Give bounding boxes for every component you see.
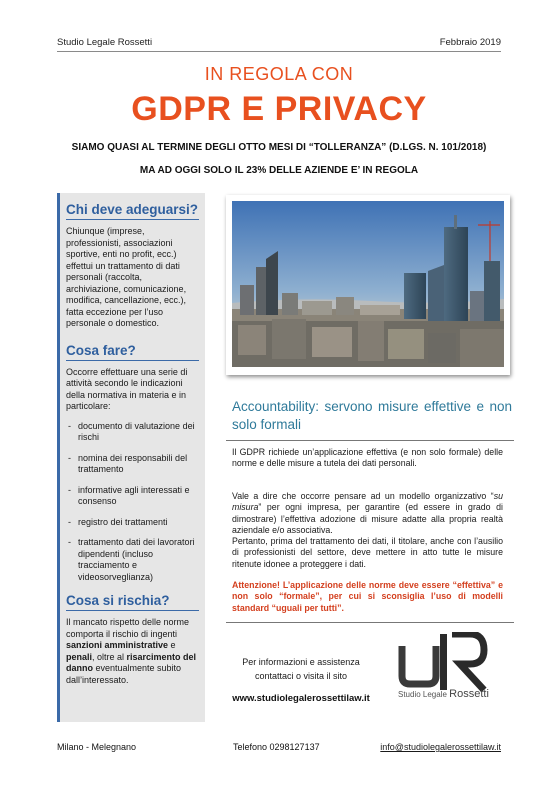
footer-email-link[interactable]: info@studiolegalerossettilaw.it	[380, 742, 501, 752]
content-divider	[226, 440, 514, 441]
footer-phone: Telefono 0298127137	[233, 742, 320, 752]
accountability-heading: Accountability: servono misure effettive e non solo formali	[232, 399, 512, 432]
content-divider	[226, 622, 514, 623]
sidebar-divider	[66, 610, 199, 611]
title-line-2: GDPR E PRIVACY	[131, 90, 427, 128]
list-item: - nomina dei responsabili del trattamento	[66, 453, 199, 476]
sidebar	[57, 193, 205, 722]
paragraph-3: Pertanto, prima del trattamento dei dati, il titolare, anche con l’ausilio di professionisti del settore, deve mettere in atto tutte le misure ritenute idonee a proteggere i dati.	[232, 536, 503, 569]
sidebar-divider	[66, 360, 199, 361]
header-date: Febbraio 2019	[439, 37, 501, 48]
paragraph-2: Vale a dire che occorre pensare ad un modello organizzativo “su misura” per ogni impresa, per garantire (ed essere in grado di dimostrare) l’effettiva adozione di misure adatte alla propria realtà aziendale e/o associativa.	[232, 491, 503, 536]
subtitle-line-1: SIAMO QUASI AL TERMINE DEGLI OTTO MESI DI “TOLLERANZA” (D.LGS. N. 101/2018)	[71, 142, 487, 153]
title-line-1: IN REGOLA CON	[204, 64, 354, 84]
city-photo-frame	[226, 195, 510, 375]
todo-list	[66, 421, 199, 584]
sidebar-divider	[66, 219, 199, 220]
contact-line-1: Per informazioni e assistenza	[242, 657, 360, 667]
sidebar-heading-risk: Cosa si rischia?	[66, 593, 170, 608]
list-item: - documento di valutazione dei rischi	[66, 421, 199, 444]
header-divider	[57, 51, 501, 52]
warning-text: Attenzione! L’applicazione delle norme deve essere “effettiva” e non solo “formale”, per cui si sconsiglia l’uso di modelli standard “uguali per tutti”.	[232, 580, 503, 613]
list-item: - registro dei trattamenti	[66, 517, 199, 529]
list-item: - informative agli interessati e consenso	[66, 485, 199, 508]
website-link[interactable]: www.studiolegalerossettilaw.it	[232, 693, 370, 704]
footer-location: Milano - Melegnano	[57, 742, 137, 752]
sidebar-heading-what: Cosa fare?	[66, 342, 136, 358]
paragraph-1: Il GDPR richiede un’applicazione effettiva (e non solo formale) delle norme e delle misure a tutela dei dati personali.	[232, 447, 503, 469]
subtitle-line-2: MA AD OGGI SOLO IL 23% DELLE AZIENDE E’ IN REGOLA	[139, 165, 419, 176]
sidebar-heading-who: Chi deve adeguarsi?	[66, 202, 199, 217]
sidebar-text-who: Chiunque (imprese, professionisti, associazioni sportive, enti no profit, ecc.) effettui un trattamento di dati personali (raccolta, archiviazione, comunicazione, modifica, cancellazione, ecc.), fatta eccezione per l’uso personale o domestico.	[66, 226, 187, 328]
sidebar-text-what: Occorre effettuare una serie di attività secondo le indicazioni della normativa in materia e in particolare:	[66, 366, 188, 411]
contact-line-2: contattaci o visita il sito	[254, 671, 348, 681]
logo-wordmark: Studio Legale Rossetti	[398, 688, 489, 700]
header-firm-name: Studio Legale Rossetti	[57, 37, 153, 48]
sidebar-text-risk: Il mancato rispetto delle norme comporta il rischio di ingenti sanzioni amministrative e penali, oltre al risarcimento del danno eventualmente subito dall’interessato.	[66, 617, 197, 685]
list-item: - trattamento dati dei lavoratori dipendenti (incluso tracciamento e videosorveglianza)	[66, 537, 199, 583]
milan-skyline-photo	[232, 201, 504, 367]
